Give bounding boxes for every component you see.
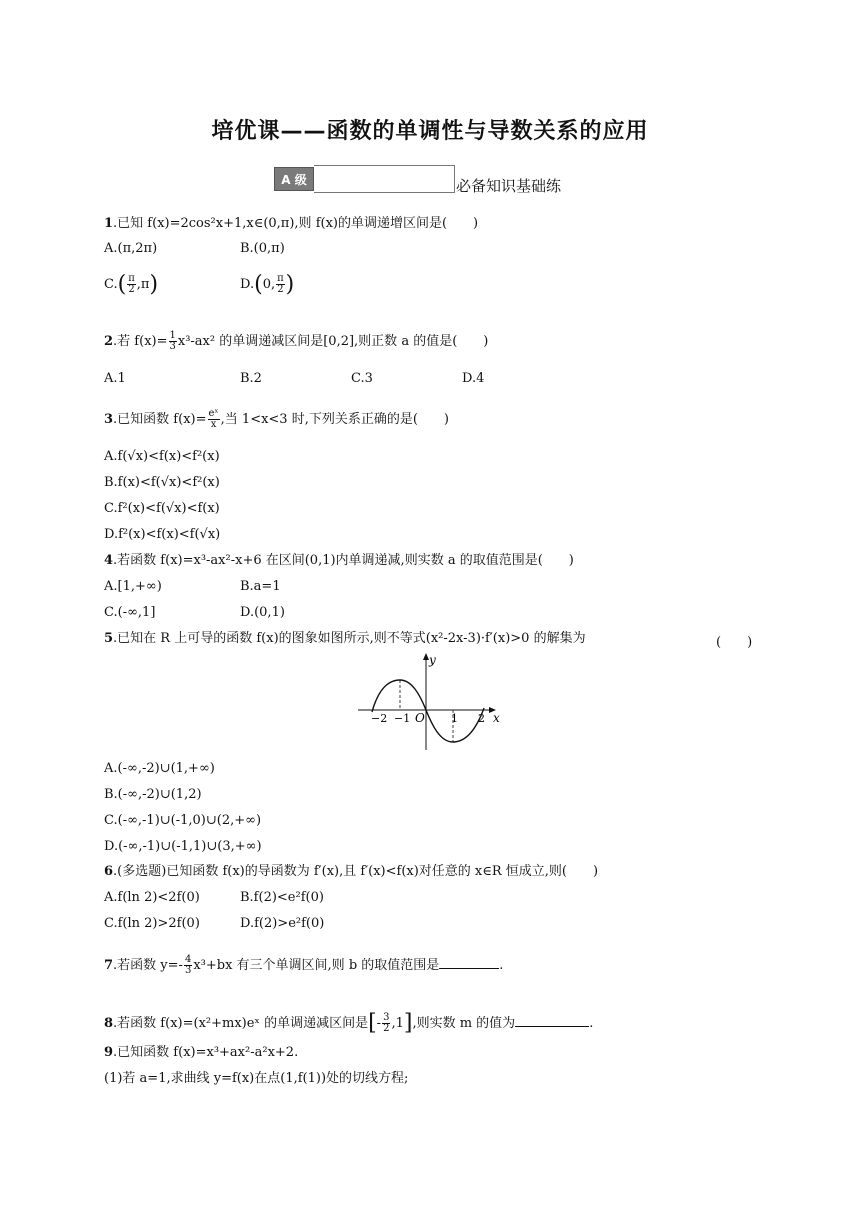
q4-option-d: D.(0,1) xyxy=(240,605,285,620)
level-badge-box xyxy=(314,165,455,193)
level-badge: A 级 xyxy=(274,167,314,191)
answer-blank xyxy=(439,956,499,969)
q5-option-a: A.(-∞,-2)∪(1,+∞) xyxy=(104,761,215,776)
question-5: 5.已知在 R 上可导的函数 f(x)的图象如图所示,则不等式(x²-2x-3)·f′(x)>0 的解集为 xyxy=(104,631,586,646)
q1-option-d: D.(0, $\frac{\pi}{2}$ ) xyxy=(240,272,295,297)
q1-option-a: A.(π,2π) xyxy=(104,241,158,256)
q5-option-d: D.(-∞,-1)∪(-1,1)∪(3,+∞) xyxy=(104,839,262,854)
question-9-part-1: (1)若 a=1,求曲线 y=f(x)在点(1,f(1))处的切线方程; xyxy=(104,1071,409,1086)
q4-option-c: C.(-∞,1] xyxy=(104,605,156,620)
page-title: 培优课——函数的单调性与导数关系的应用 xyxy=(211,119,649,144)
q3-option-a: A.f(√x)<f(x)<f²(x) xyxy=(104,449,220,464)
q2-option-d: D.4 xyxy=(462,371,485,386)
question-7: 7.若函数 y=- $\frac{4}{3}$ x³+bx 有三个单调区间,则 b 的取值范围是 . xyxy=(104,954,504,976)
level-label: 必备知识基础练 xyxy=(456,177,562,195)
answer-blank xyxy=(515,1014,589,1027)
q2-option-a: A.1 xyxy=(104,371,126,386)
q6-option-a: A.f(ln 2)<2f(0) xyxy=(104,890,200,905)
q3-option-b: B.f(x)<f(√x)<f²(x) xyxy=(104,475,220,490)
q4-option-b: B.a=1 xyxy=(240,579,281,594)
tick-label: −1 xyxy=(394,712,411,725)
function-curve xyxy=(372,680,484,742)
question-8: 8.若函数 f(x)=(x²+mx)eˣ 的单调递减区间是[- $\frac{3}{2}$ ,1],则实数 m 的值为 . xyxy=(104,1010,594,1036)
q3-option-c: C.f²(x)<f(√x)<f(x) xyxy=(104,501,220,516)
q1-option-b: B.(0,π) xyxy=(240,241,285,256)
q6-option-c: C.f(ln 2)>2f(0) xyxy=(104,916,200,931)
q1-option-c: C.( $\frac{\pi}{2}$ ,π) xyxy=(104,272,159,297)
origin-label: O xyxy=(415,711,425,725)
q6-option-d: D.f(2)>e²f(0) xyxy=(240,916,325,931)
q2-option-b: B.2 xyxy=(240,371,262,386)
question-9: 9.已知函数 f(x)=x³+ax²-a²x+2. xyxy=(104,1045,299,1060)
x-axis-label: x xyxy=(493,711,500,725)
tick-label: −2 xyxy=(371,712,388,725)
question-3: 3.已知函数 f(x)= $\frac{\text{eˣ}}{x}$ ,当 1<x<3 时,下列关系正确的是( ) xyxy=(104,408,449,430)
question-6: 6.(多选题)已知函数 f(x)的导函数为 f′(x),且 f′(x)<f(x)对任意的 x∈R 恒成立,则( ) xyxy=(104,864,599,879)
q5-answer-paren: ( ) xyxy=(716,635,753,650)
q2-option-c: C.3 xyxy=(351,371,373,386)
function-graph xyxy=(354,650,508,754)
q4-option-a: A.[1,+∞) xyxy=(104,579,162,594)
question-1: 1.已知 f(x)=2cos²x+1,x∈(0,π),则 f(x)的单调递增区间是( ) xyxy=(104,216,479,231)
question-4: 4.若函数 f(x)=x³-ax²-x+6 在区间(0,1)内单调递减,则实数 a 的取值范围是( ) xyxy=(104,553,574,568)
y-axis-label: y xyxy=(429,653,436,667)
q5-option-b: B.(-∞,-2)∪(1,2) xyxy=(104,787,202,802)
tick-label: 2 xyxy=(478,712,485,725)
q3-option-d: D.f²(x)<f(x)<f(√x) xyxy=(104,527,221,542)
q5-option-c: C.(-∞,-1)∪(-1,0)∪(2,+∞) xyxy=(104,813,262,828)
tick-label: 1 xyxy=(451,712,458,725)
level-header xyxy=(274,163,614,197)
question-2: 2.若 f(x)= $\frac{1}{3}$ x³-ax² 的单调递减区间是[0,2],则正数 a 的值是( ) xyxy=(104,330,489,352)
q6-option-b: B.f(2)<e²f(0) xyxy=(240,890,324,905)
